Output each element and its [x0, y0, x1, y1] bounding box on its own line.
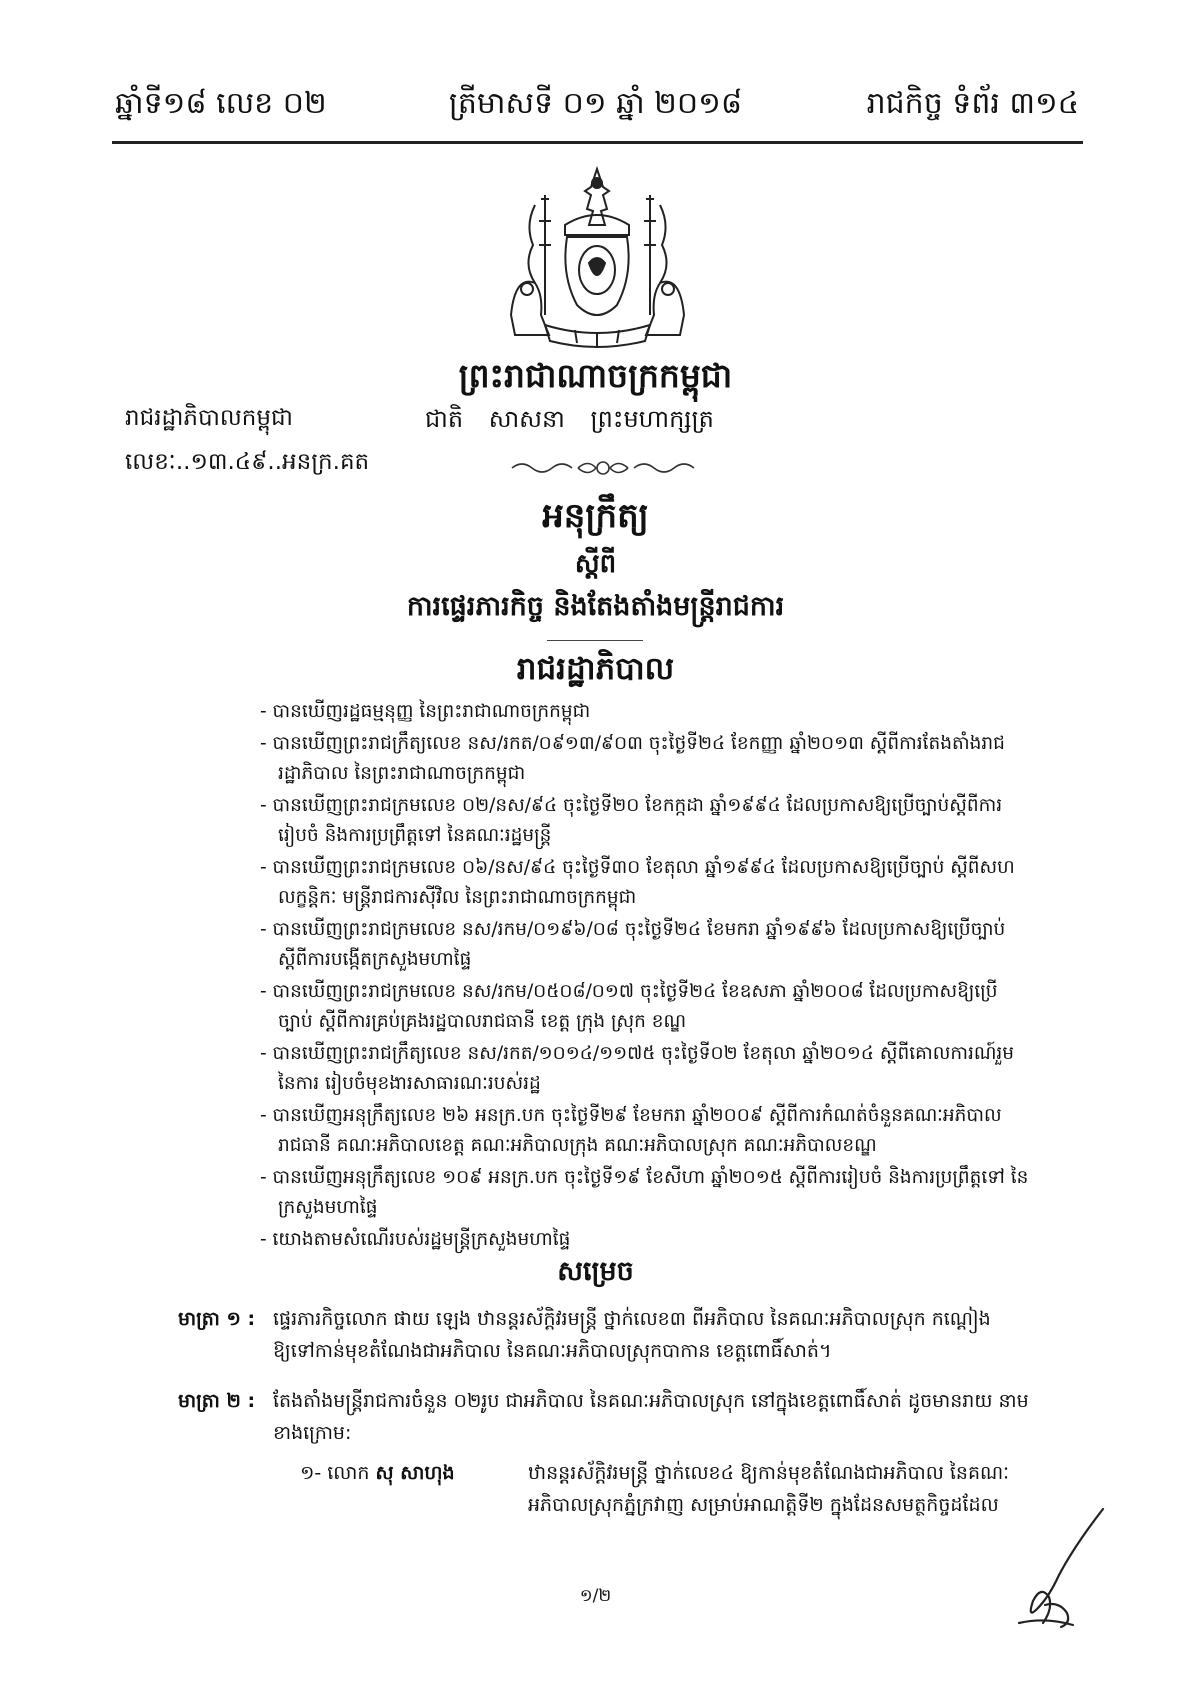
page-number: ១/២ [579, 1586, 612, 1606]
article-2-label: មាត្រា ២ : [178, 1390, 256, 1412]
appointee-1-description: ឋានន្តរស័ក្តិវរមន្ត្រី ថ្នាក់លេខ៤ ឱ្យកាន់មុខតំណែងជាអភិបាល នៃគណៈ អភិបាលស្រុកភ្នំក្រវាញ សម្រាប់អាណត្តិទី២ ក្នុងដែនសមត្ថកិច្ចដដែល [528, 1462, 1010, 1516]
article-1-text: ផ្ទេរភារកិច្ចលោក ផាយ ឡេង ឋានន្តរស័ក្តិវរមន្ត្រី ថ្នាក់លេខ៣ ពីអភិបាល នៃគណៈអភិបាលស្រុក កណ្តៀង ឱ្យទៅកាន់មុខតំណែងជាអភិបាល នៃគណៈអភិបាលស្រុកបាកាន ខេត្តពោធិ៍សាត់។ [273, 1308, 991, 1362]
consideration-item: - បានឃើញរដ្ឋធម្មនុញ្ញ នៃព្រះរាជាណាចក្រកម្ពុជា [260, 701, 591, 722]
consideration-item: - យោងតាមសំណើរបស់រដ្ឋមន្ត្រីក្រសួងមហាផ្ទៃ [260, 1229, 571, 1250]
appointee-1-heading [300, 1457, 520, 1489]
consideration-item: - បានឃើញអនុក្រឹត្យលេខ ២៦ អនក្រ.បក ចុះថ្ងៃទី២៩ ខែមករា ឆ្នាំ២០០៩ ស្តីពីការកំណត់ចំនួនគណៈអភិបាលរាជធានី គណៈអភិបាលខេត្ត គណៈអភិបាលក្រុង គណៈអភិបាលស្រុក គណៈអភិបាលខណ្ឌ [260, 1105, 1002, 1156]
consideration-item: - បានឃើញអនុក្រឹត្យលេខ ១០៩ អនក្រ.បក ចុះថ្ងៃទី១៩ ខែសីហា ឆ្នាំ២០១៥ ស្តីពីការរៀបចំ និងការប្រព្រឹត្តទៅ នៃ ក្រសួងមហាផ្ទៃ [260, 1167, 1029, 1218]
issuing-authority: រាជរដ្ឋាភិបាលកម្ពុជា [125, 405, 293, 431]
document-type: អនុក្រឹត្យ [542, 496, 649, 536]
decision-heading: សម្រេច [557, 1256, 634, 1287]
header-volume-issue: ឆ្នាំទី១៨ លេខ ០២ [115, 86, 327, 121]
article-1-label: មាត្រា ១ : [178, 1308, 256, 1330]
consideration-item: - បានឃើញព្រះរាជក្រឹត្យលេខ នស/រកត/១០១៤/១១៧៥ ចុះថ្ងៃទី០២ ខែតុលា ឆ្នាំ២០១៤ ស្តីពីគោលការណ៍រួម នៃការ រៀបចំមុខងារសាធារណៈរបស់រដ្ឋ [260, 1043, 1015, 1094]
header-quarter-year: ត្រីមាសទី ០១ ឆ្នាំ ២០១៨ [448, 86, 743, 121]
signature-initials-icon [1015, 1505, 1105, 1635]
consideration-item: - បានឃើញព្រះរាជក្រមលេខ ០២/នស/៩៤ ចុះថ្ងៃទី២០ ខែកក្កដា ឆ្នាំ១៩៩៤ ដែលប្រកាសឱ្យប្រើច្បាប់ស្តីពីការរៀបចំ និងការប្រព្រឹត្តទៅ នៃគណៈរដ្ឋមន្ត្រី [260, 795, 1003, 846]
reference-number: លេខៈ..១៣.៤៩..អនក្រ.គត [125, 449, 370, 475]
kingdom-title: ព្រះរាជាណាចក្រកម្ពុជា [458, 356, 733, 395]
about-label: ស្តីពី [574, 549, 617, 579]
document-subject: ការផ្ទេរភារកិច្ច និងតែងតាំងមន្ត្រីរាជការ [406, 591, 785, 622]
appointee-1-name: សុ សាហុង [375, 1462, 455, 1484]
article-2 [178, 1385, 1038, 1449]
appointee-1 [300, 1457, 1040, 1521]
consideration-item: - បានឃើញព្រះរាជក្រឹត្យលេខ នស/រកត/០៩១៣/៩០៣ ចុះថ្ងៃទី២៤ ខែកញ្ញា ឆ្នាំ២០១៣ ស្តីពីការតែងតាំងរាជរដ្ឋាភិបាល នៃព្រះរាជាណាចក្រកម្ពុជា [260, 733, 1005, 784]
header-gazette-page: រាជកិច្ច ទំព័រ ៣១៤ [866, 86, 1079, 121]
consideration-item: - បានឃើញព្រះរាជក្រមលេខ នស/រកម/០៥០៨/០១៧ ចុះថ្ងៃទី២៤ ខែឧសភា ឆ្នាំ២០០៨ ដែលប្រកាសឱ្យប្រើច្បាប់ ស្តីពីការគ្រប់គ្រងរដ្ឋបាលរាជធានី ខេត្ត ក្រុង ស្រុក ខណ្ឌ [260, 981, 998, 1032]
considerations-list [260, 697, 1032, 1257]
royal-coat-of-arms-icon [505, 165, 690, 355]
ornament-divider-icon [508, 457, 698, 479]
subject-divider [547, 640, 643, 641]
consideration-item: - បានឃើញព្រះរាជក្រមលេខ នស/រកម/០១៩៦/០៨ ចុះថ្ងៃទី២៤ ខែមករា ឆ្នាំ១៩៩៦ ដែលប្រកាសឱ្យប្រើច្បាប់ ស្តីពីការបង្កើតក្រសួងមហាផ្ទៃ [260, 919, 1006, 970]
article-2-text: តែងតាំងមន្ត្រីរាជការចំនួន ០២រូប ជាអភិបាល នៃគណៈអភិបាលស្រុក នៅក្នុងខេត្តពោធិ៍សាត់ ដូចមានរាយ នាមខាងក្រោម: [273, 1390, 1029, 1444]
consideration-item: - បានឃើញព្រះរាជក្រមលេខ ០៦/នស/៩៤ ចុះថ្ងៃទី៣០ ខែតុលា ឆ្នាំ១៩៩៤ ដែលប្រកាសឱ្យប្រើច្បាប់ ស្តីពីសហលក្ខន្តិកៈ មន្ត្រីរាជការស៊ីវិល នៃព្រះរាជាណាចក្រកម្ពុជា [260, 857, 1015, 908]
header-rule [112, 141, 1083, 144]
article-1 [178, 1303, 1038, 1367]
appointee-1-number: ១- លោក [300, 1462, 370, 1484]
issuer-title: រាជរដ្ឋាភិបាល [516, 651, 675, 687]
national-motto: ជាតិ សាសនា ព្រះមហាក្សត្រ [425, 405, 714, 433]
